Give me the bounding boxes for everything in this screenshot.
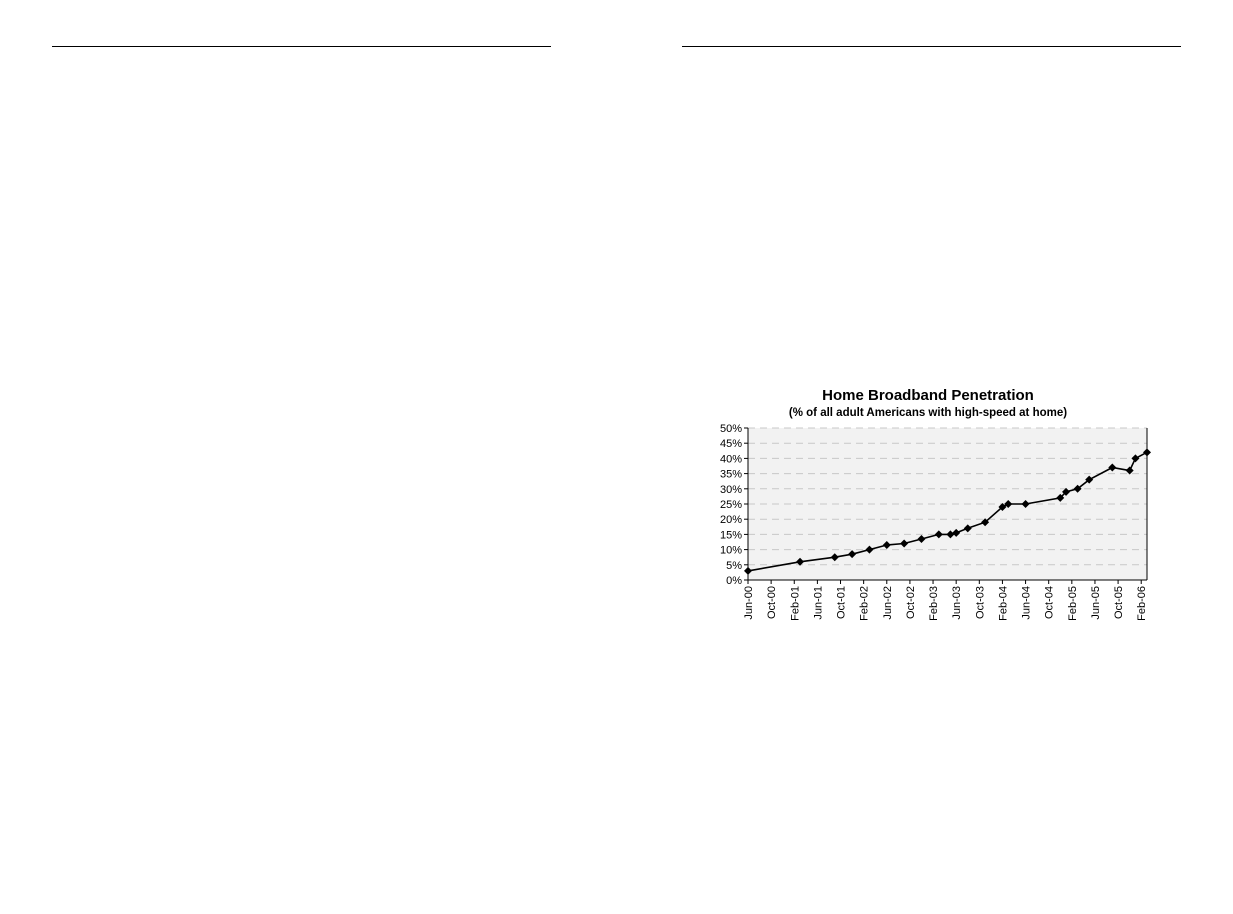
broadband-chart (700, 380, 1160, 640)
chart-subtitle: (% of all adult Americans with high-speed at home) (788, 407, 1068, 419)
y-tick-label: 30% (719, 483, 742, 496)
x-tick-label: Jun-01 (812, 586, 825, 620)
x-tick-label: Feb-04 (997, 586, 1010, 621)
x-tick-label: Jun-05 (1089, 586, 1102, 620)
y-tick-label: 5% (726, 559, 742, 572)
y-tick-label: 35% (719, 468, 742, 481)
x-tick-label: Feb-01 (789, 586, 802, 621)
y-tick-label: 25% (719, 499, 742, 511)
x-tick-label: Feb-03 (928, 586, 941, 621)
y-tick-label: 0% (726, 575, 742, 587)
x-tick-label: Jun-00 (743, 586, 755, 620)
x-tick-label: Oct-04 (1043, 586, 1056, 620)
x-tick-label: Oct-05 (1113, 586, 1126, 620)
right-page-header-rule (682, 46, 1181, 47)
x-tick-label: Oct-03 (974, 586, 987, 620)
chart-title: Home Broadband Penetration (822, 387, 1034, 404)
y-tick-label: 10% (719, 544, 742, 557)
y-tick-label: 45% (719, 438, 742, 451)
x-tick-label: Oct-02 (904, 586, 917, 620)
x-tick-label: Feb-02 (858, 586, 871, 621)
x-tick-label: Oct-00 (766, 586, 779, 620)
x-tick-label: Jun-03 (951, 586, 964, 620)
y-tick-label: 15% (719, 529, 742, 542)
chart-svg (700, 380, 1160, 640)
x-tick-label: Jun-04 (1020, 586, 1033, 620)
y-tick-label: 20% (719, 514, 742, 527)
x-tick-label: Feb-05 (1066, 586, 1079, 621)
x-tick-label: Feb-06 (1136, 586, 1149, 621)
x-tick-label: Jun-02 (881, 586, 894, 620)
y-axis-labels (720, 423, 742, 587)
x-tick-label: Oct-01 (835, 586, 848, 620)
x-axis-labels (743, 586, 1148, 621)
y-tick-label: 50% (719, 423, 742, 435)
y-tick-label: 40% (719, 453, 742, 466)
left-page-header-rule (52, 46, 551, 47)
